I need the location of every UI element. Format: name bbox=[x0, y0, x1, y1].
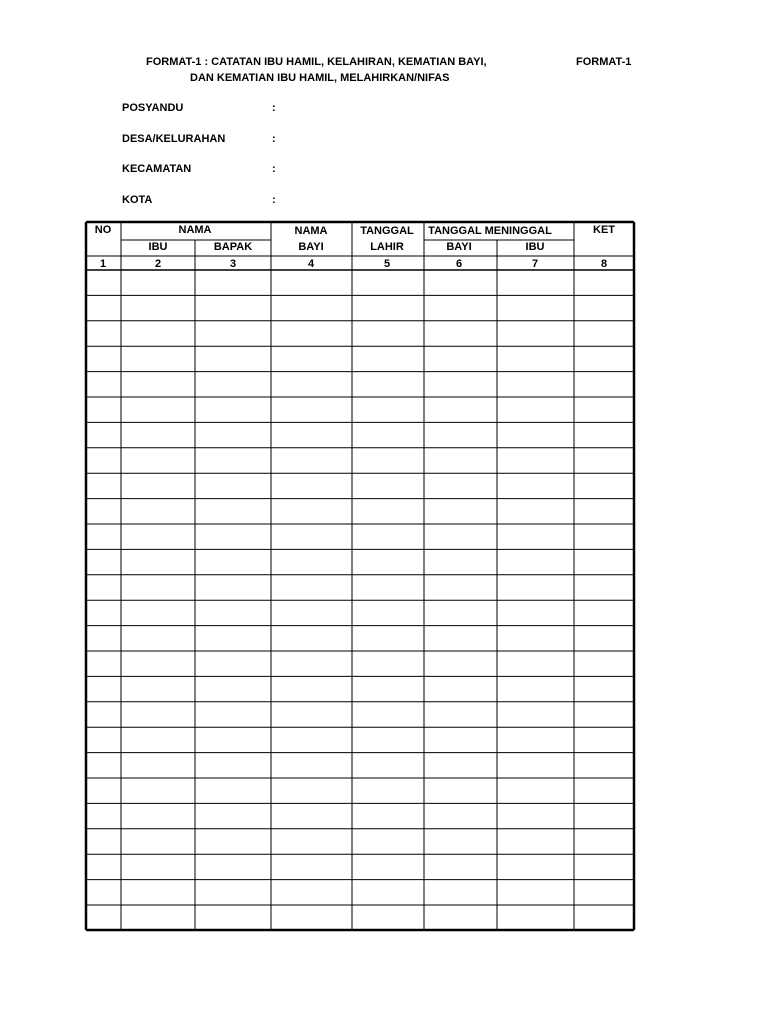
desa-kelurahan-separator: : bbox=[272, 133, 276, 145]
posyandu-label: POSYANDU bbox=[122, 102, 184, 114]
header-bapak: BAPAK bbox=[213, 241, 253, 253]
header-ket: KET bbox=[593, 224, 615, 236]
kota-separator: : bbox=[272, 194, 276, 206]
column-number-4: 4 bbox=[307, 258, 315, 270]
column-number-1: 1 bbox=[99, 258, 107, 270]
document-title-line-2: DAN KEMATIAN IBU HAMIL, MELAHIRKAN/NIFAS bbox=[190, 72, 450, 84]
header-meninggal-ibu: IBU bbox=[525, 241, 545, 253]
table-header-texts bbox=[95, 224, 616, 270]
header-bayi: BAYI bbox=[298, 241, 324, 253]
header-no: NO bbox=[94, 224, 112, 236]
column-number-6: 6 bbox=[455, 258, 463, 270]
column-number-8: 8 bbox=[600, 258, 608, 270]
header-nama-bayi: NAMA bbox=[294, 225, 328, 237]
kecamatan-label: KECAMATAN bbox=[122, 163, 192, 175]
header-nama: NAMA bbox=[178, 224, 212, 236]
desa-kelurahan-label: DESA/KELURAHAN bbox=[122, 133, 226, 145]
column-number-7: 7 bbox=[531, 258, 539, 270]
kota-label: KOTA bbox=[122, 194, 153, 206]
header-tanggal: TANGGAL bbox=[360, 225, 414, 237]
posyandu-separator: : bbox=[272, 102, 276, 114]
header-meninggal-bayi: BAYI bbox=[446, 241, 472, 253]
kecamatan-separator: : bbox=[272, 163, 276, 175]
document-title-line-1: FORMAT-1 : CATATAN IBU HAMIL, KELAHIRAN, KEMATIAN BAYI, bbox=[146, 56, 487, 68]
format-code: FORMAT-1 bbox=[576, 56, 632, 68]
column-number-5: 5 bbox=[383, 258, 391, 270]
column-number-3: 3 bbox=[229, 258, 237, 270]
header-tanggal-meninggal: TANGGAL MENINGGAL bbox=[428, 225, 552, 237]
header-ibu: IBU bbox=[148, 241, 168, 253]
column-number-2: 2 bbox=[154, 258, 162, 270]
header-lahir: LAHIR bbox=[370, 241, 404, 253]
table-grid bbox=[86, 222, 634, 930]
